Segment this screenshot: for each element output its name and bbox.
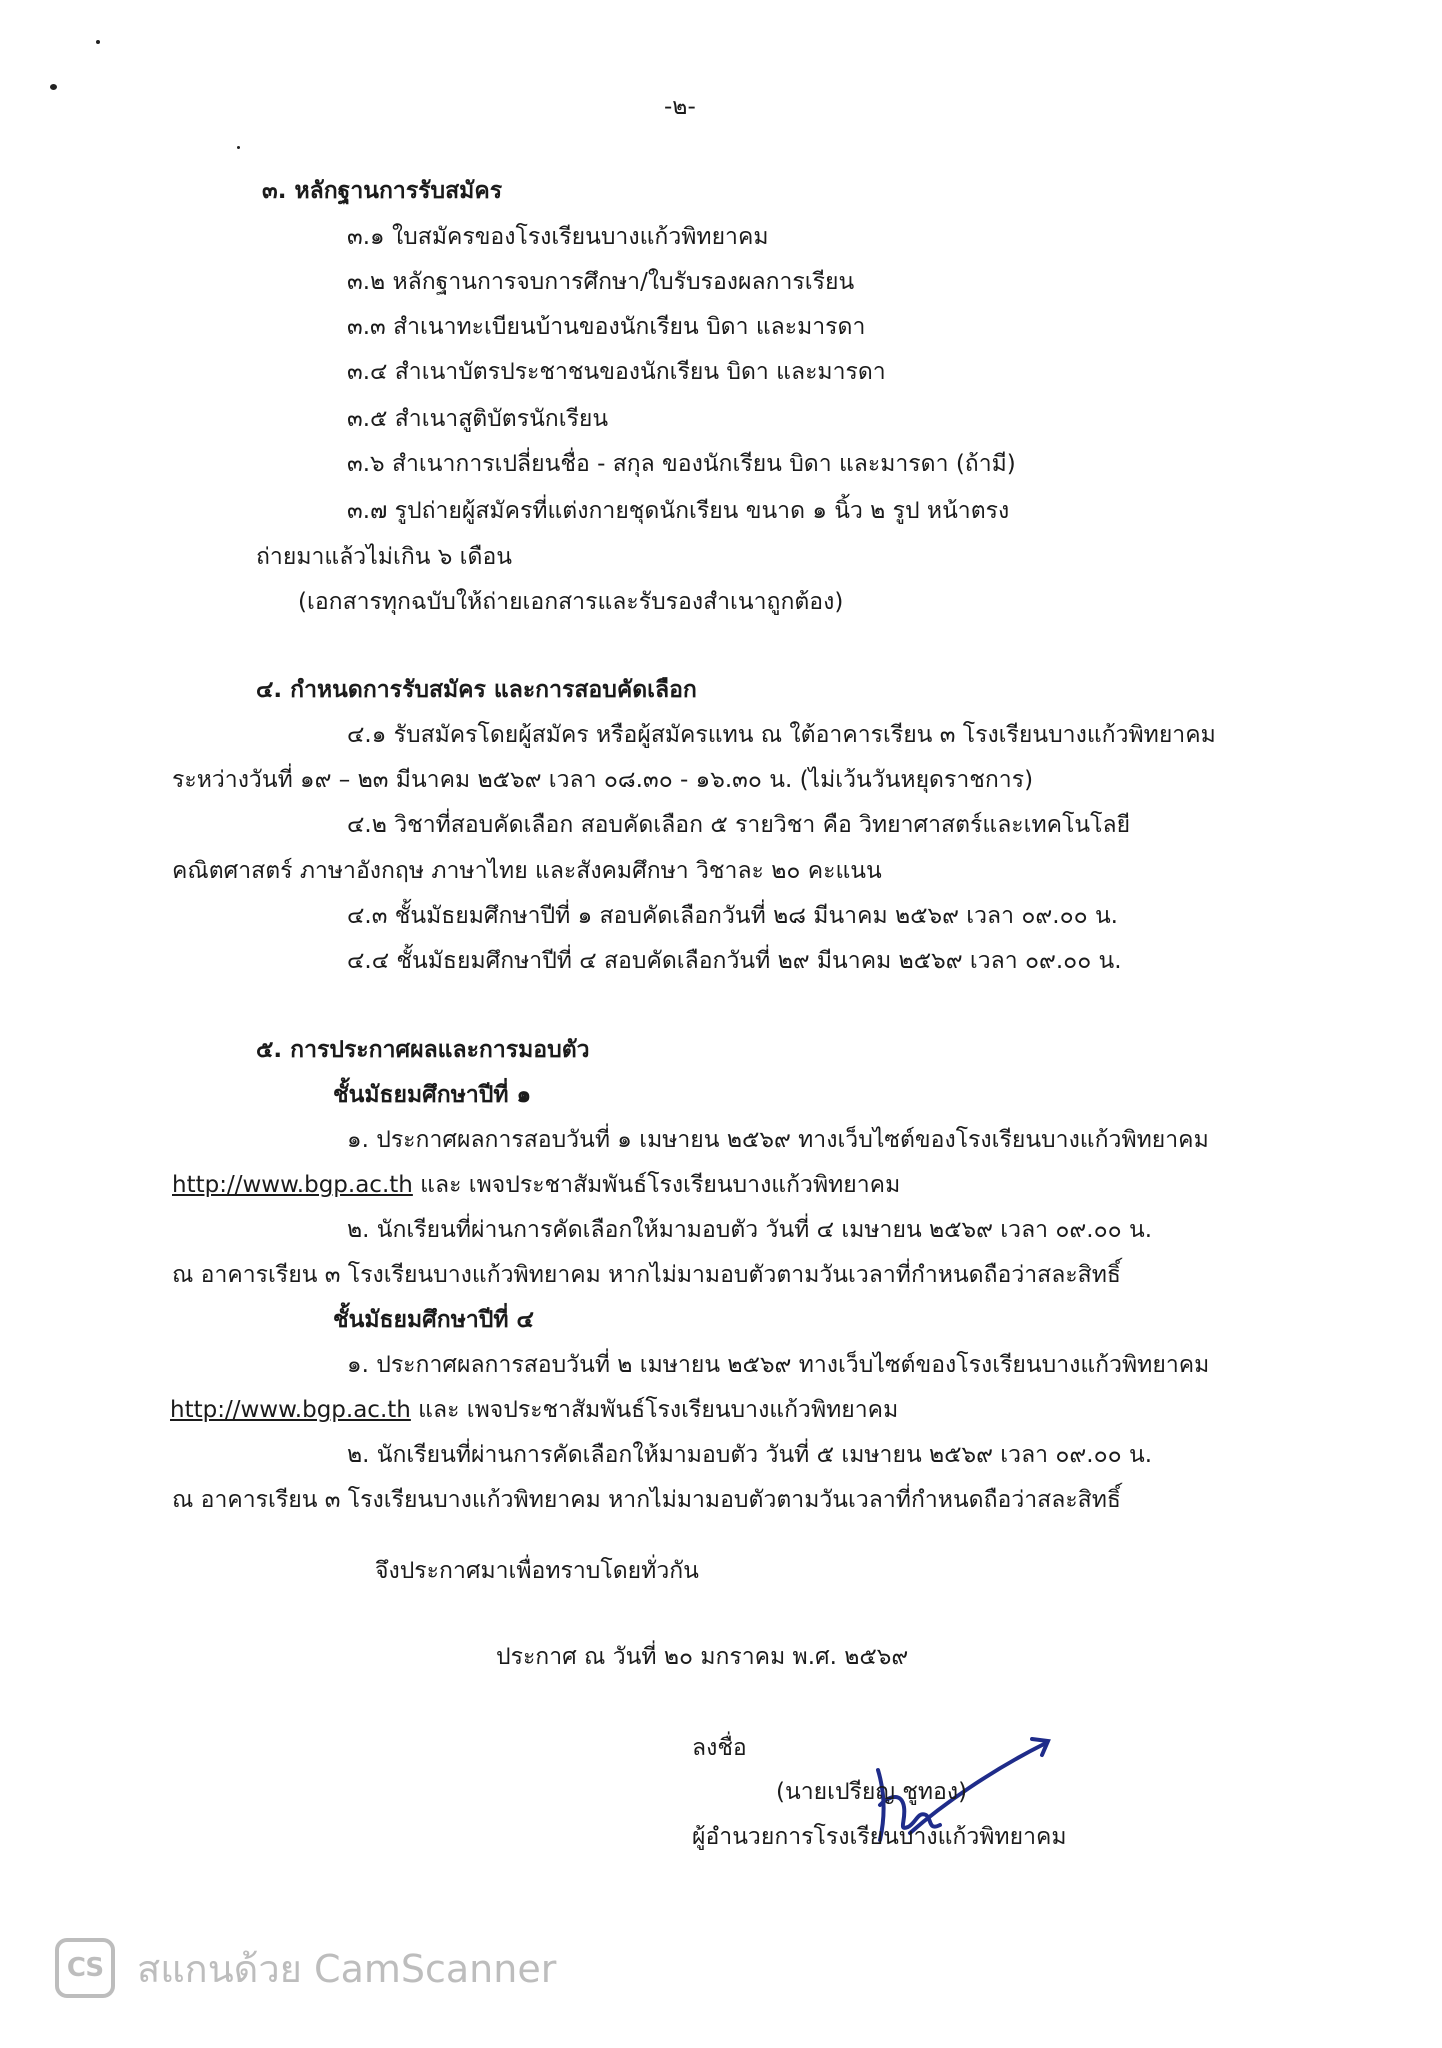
section4-item: ๔.๔ ชั้นมัธยมศึกษาปีที่ ๔ สอบคัดเลือกวันที่ ๒๙ มีนาคม ๒๕๖๙ เวลา ๐๙.๐๐ น. bbox=[347, 948, 1122, 974]
signer-name: (นายเปรียญ ชูทอง) bbox=[776, 1779, 968, 1805]
section3-item: ๓.๓ สำเนาทะเบียนบ้านของนักเรียน บิดา และมารดา bbox=[347, 314, 866, 340]
section4-item: ๔.๒ วิชาที่สอบคัดเลือก สอบคัดเลือก ๕ รายวิชา คือ วิทยาศาสตร์และเทคโนโลยี bbox=[347, 812, 1131, 838]
scan-speck bbox=[50, 84, 57, 90]
closing-announcement: จึงประกาศมาเพื่อทราบโดยทั่วกัน bbox=[375, 1558, 699, 1584]
camscanner-logo-icon: CS bbox=[55, 1938, 115, 1998]
section3-item-continuation: ถ่ายมาแล้วไม่เกิน ๖ เดือน bbox=[256, 544, 513, 570]
website-link[interactable]: http://www.bgp.ac.th bbox=[172, 1172, 413, 1198]
link-tail-text: และ เพจประชาสัมพันธ์โรงเรียนบางแก้วพิทยาคม bbox=[412, 1172, 901, 1198]
section3-item: ๓.๑ ใบสมัครของโรงเรียนบางแก้วพิทยาคม bbox=[347, 224, 769, 250]
section3-item: ๓.๕ สำเนาสูติบัตรนักเรียน bbox=[347, 406, 609, 432]
announcement-date: ประกาศ ณ วันที่ ๒๐ มกราคม พ.ศ. ๒๕๖๙ bbox=[496, 1644, 909, 1670]
m4-item-continuation: ณ อาคารเรียน ๓ โรงเรียนบางแก้วพิทยาคม หากไม่มามอบตัวตามวันเวลาที่กำหนดถือว่าสละสิทธิ์ bbox=[172, 1487, 1121, 1513]
section3-heading: ๓. หลักฐานการรับสมัคร bbox=[262, 178, 503, 204]
section4-heading: ๔. กำหนดการรับสมัคร และการสอบคัดเลือก bbox=[256, 677, 697, 703]
website-link[interactable]: http://www.bgp.ac.th bbox=[170, 1397, 411, 1423]
m1-item: ๒. นักเรียนที่ผ่านการคัดเลือกให้มามอบตัว วันที่ ๔ เมษายน ๒๕๖๙ เวลา ๐๙.๐๐ น. bbox=[347, 1217, 1153, 1243]
section3-item: ๓.๔ สำเนาบัตรประชาชนของนักเรียน บิดา และมารดา bbox=[347, 359, 886, 385]
signer-title: ผู้อำนวยการโรงเรียนบางแก้วพิทยาคม bbox=[692, 1824, 1067, 1850]
camscanner-watermark bbox=[55, 1935, 556, 2001]
m4-item-continuation bbox=[170, 1395, 898, 1425]
section3-item: ๓.๒ หลักฐานการจบการศึกษา/ใบรับรองผลการเรียน bbox=[347, 269, 855, 295]
section3-item: ๓.๖ สำเนาการเปลี่ยนชื่อ - สกุล ของนักเรียน บิดา และมารดา (ถ้ามี) bbox=[347, 451, 1016, 477]
m1-item-continuation bbox=[172, 1170, 900, 1200]
section4-item-continuation: ระหว่างวันที่ ๑๙ – ๒๓ มีนาคม ๒๕๖๙ เวลา ๐๘.๓๐ - ๑๖.๓๐ น. (ไม่เว้นวันหยุดราชการ) bbox=[172, 767, 1034, 793]
page-number: -๒- bbox=[664, 94, 696, 120]
section3-item: ๓.๗ รูปถ่ายผู้สมัครที่แต่งกายชุดนักเรียน ขนาด ๑ นิ้ว ๒ รูป หน้าตรง bbox=[347, 498, 1010, 524]
sign-label: ลงชื่อ bbox=[692, 1735, 747, 1761]
scan-speck bbox=[237, 146, 240, 149]
m4-item: ๑. ประกาศผลการสอบวันที่ ๒ เมษายน ๒๕๖๙ ทางเว็บไซต์ของโรงเรียนบางแก้วพิทยาคม bbox=[347, 1352, 1210, 1378]
section4-item: ๔.๑ รับสมัครโดยผู้สมัคร หรือผู้สมัครแทน ณ ใต้อาคารเรียน ๓ โรงเรียนบางแก้วพิทยาคม bbox=[347, 722, 1216, 748]
section4-item-continuation: คณิตศาสตร์ ภาษาอังกฤษ ภาษาไทย และสังคมศึกษา วิชาละ ๒๐ คะแนน bbox=[172, 858, 882, 884]
link-tail-text: และ เพจประชาสัมพันธ์โรงเรียนบางแก้วพิทยาคม bbox=[410, 1397, 899, 1423]
m4-item: ๒. นักเรียนที่ผ่านการคัดเลือกให้มามอบตัว วันที่ ๕ เมษายน ๒๕๖๙ เวลา ๐๙.๐๐ น. bbox=[347, 1442, 1153, 1468]
scan-speck bbox=[96, 40, 100, 44]
section4-item: ๔.๓ ชั้นมัธยมศึกษาปีที่ ๑ สอบคัดเลือกวันที่ ๒๘ มีนาคม ๒๕๖๙ เวลา ๐๙.๐๐ น. bbox=[347, 903, 1118, 929]
section5-heading: ๕. การประกาศผลและการมอบตัว bbox=[256, 1037, 590, 1063]
m4-subheading: ชั้นมัธยมศึกษาปีที่ ๔ bbox=[333, 1307, 534, 1333]
watermark-text: สแกนด้วย CamScanner bbox=[137, 1946, 557, 1991]
m1-subheading: ชั้นมัธยมศึกษาปีที่ ๑ bbox=[333, 1082, 532, 1108]
m1-item-continuation: ณ อาคารเรียน ๓ โรงเรียนบางแก้วพิทยาคม หากไม่มามอบตัวตามวันเวลาที่กำหนดถือว่าสละสิทธิ์ bbox=[172, 1262, 1121, 1288]
section3-note: (เอกสารทุกฉบับให้ถ่ายเอกสารและรับรองสำเนาถูกต้อง) bbox=[298, 589, 844, 615]
m1-item: ๑. ประกาศผลการสอบวันที่ ๑ เมษายน ๒๕๖๙ ทางเว็บไซต์ของโรงเรียนบางแก้วพิทยาคม bbox=[347, 1127, 1209, 1153]
